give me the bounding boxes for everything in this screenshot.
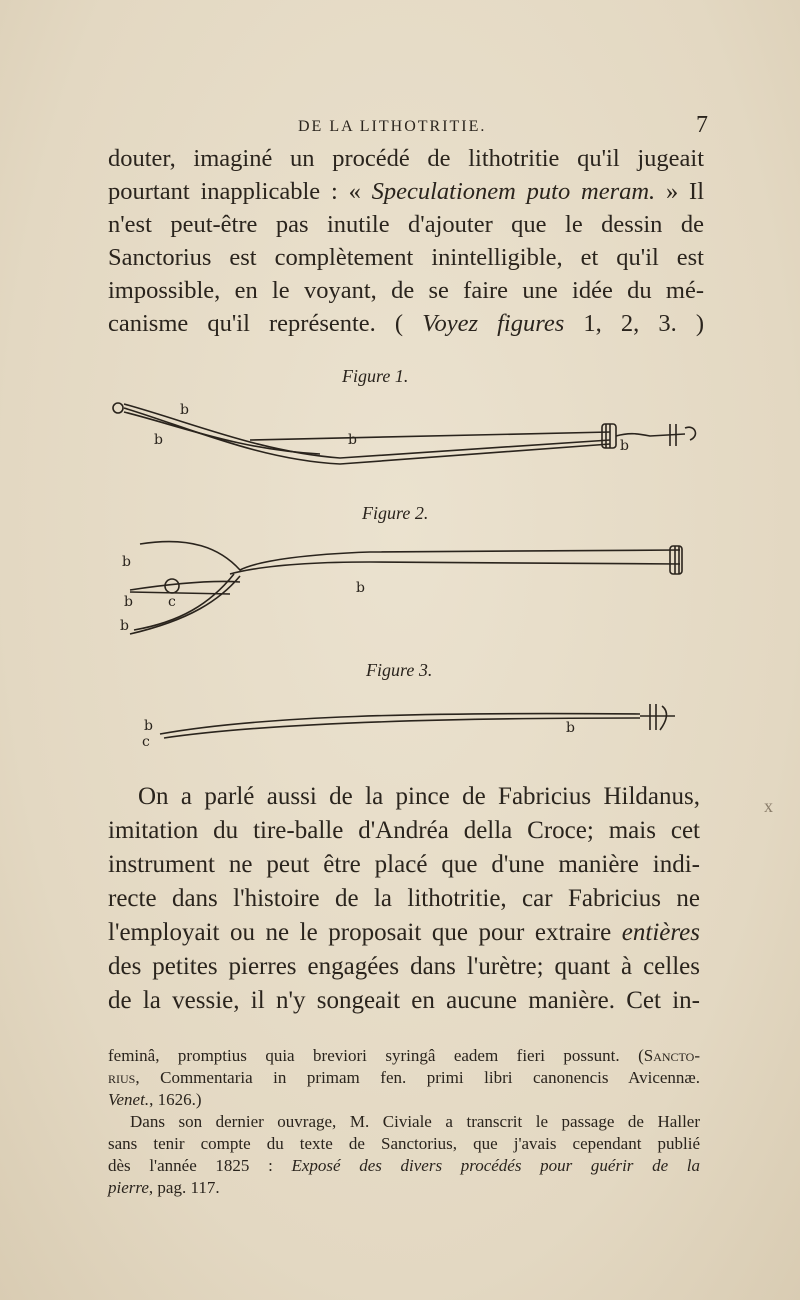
text-line: pourtant inapplicable : « Speculationem puto meram. » Il [108, 178, 704, 205]
footnote-line: pierre, pag. 117. [108, 1178, 220, 1197]
figure-1-caption: Figure 1. [342, 366, 409, 386]
text-line: douter, imaginé un procédé de lithotritie qu'il jugeait [108, 145, 704, 172]
svg-text:b: b [154, 432, 163, 448]
text-line: l'employait ou ne le proposait que pour extraire entières [108, 919, 700, 946]
footnote-line: Venet., 1626.) [108, 1090, 202, 1109]
running-head: DE LA LITHOTRITIE. [298, 118, 487, 135]
text-line: n'est peut-être pas inutile d'ajouter que le dessin de [108, 211, 704, 238]
margin-mark: x [764, 796, 773, 816]
page-header [108, 112, 708, 142]
figure-2-caption: Figure 2. [362, 503, 429, 523]
svg-text:b: b [566, 720, 575, 736]
text-line: des petites pierres engagées dans l'urètre; quant à celles [108, 953, 700, 980]
svg-text:b: b [348, 432, 357, 448]
text-line: imitation du tire-balle d'Andréa della Croce; mais cet [108, 817, 700, 844]
svg-text:b: b [124, 594, 133, 610]
svg-text:b: b [356, 580, 365, 596]
page-number: 7 [696, 112, 708, 138]
footnote-line: feminâ, promptius quia breviori syringâ eadem fieri possunt. (Sancto- [108, 1046, 700, 1065]
footnote [108, 1045, 700, 1199]
figure-3-illustration [140, 696, 690, 752]
text-line: instrument ne peut être placé que d'une manière indi- [108, 851, 700, 878]
paragraph-continuation [108, 142, 704, 340]
figure-2-illustration [110, 530, 700, 640]
text-line: impossible, en le voyant, de se faire une idée du mé- [108, 277, 704, 304]
svg-text:c: c [142, 734, 150, 750]
text-line: On a parlé aussi de la pince de Fabricius Hildanus, [138, 783, 700, 810]
svg-text:b: b [180, 402, 189, 418]
footnote-line: Dans son dernier ouvrage, M. Civiale a transcrit le passage de Haller [130, 1112, 700, 1131]
text-line: canisme qu'il représente. ( Voyez figures 1, 2, 3. ) [108, 310, 704, 337]
text-line: recte dans l'histoire de la lithotritie, car Fabricius ne [108, 885, 700, 912]
figure-3-caption: Figure 3. [366, 660, 433, 680]
figure-1-illustration [110, 392, 710, 472]
footnote-line: rius, Commentaria in primam fen. primi libri canonencis Avicennæ. [108, 1068, 700, 1087]
svg-text:c: c [168, 594, 176, 610]
svg-text:b: b [620, 438, 629, 454]
footnote-line: dès l'année 1825 : Exposé des divers procédés pour guérir de la [108, 1156, 700, 1175]
svg-text:b: b [144, 718, 153, 734]
paragraph-fabricius [108, 780, 700, 1018]
footnote-line: sans tenir compte du texte de Sanctorius, que j'avais cependant publié [108, 1134, 700, 1153]
text-line: de la vessie, il n'y songeait en aucune manière. Cet in- [108, 987, 700, 1014]
text-line: Sanctorius est complètement inintelligible, et qu'il est [108, 244, 704, 271]
svg-text:b: b [120, 618, 129, 634]
svg-text:b: b [122, 554, 131, 570]
